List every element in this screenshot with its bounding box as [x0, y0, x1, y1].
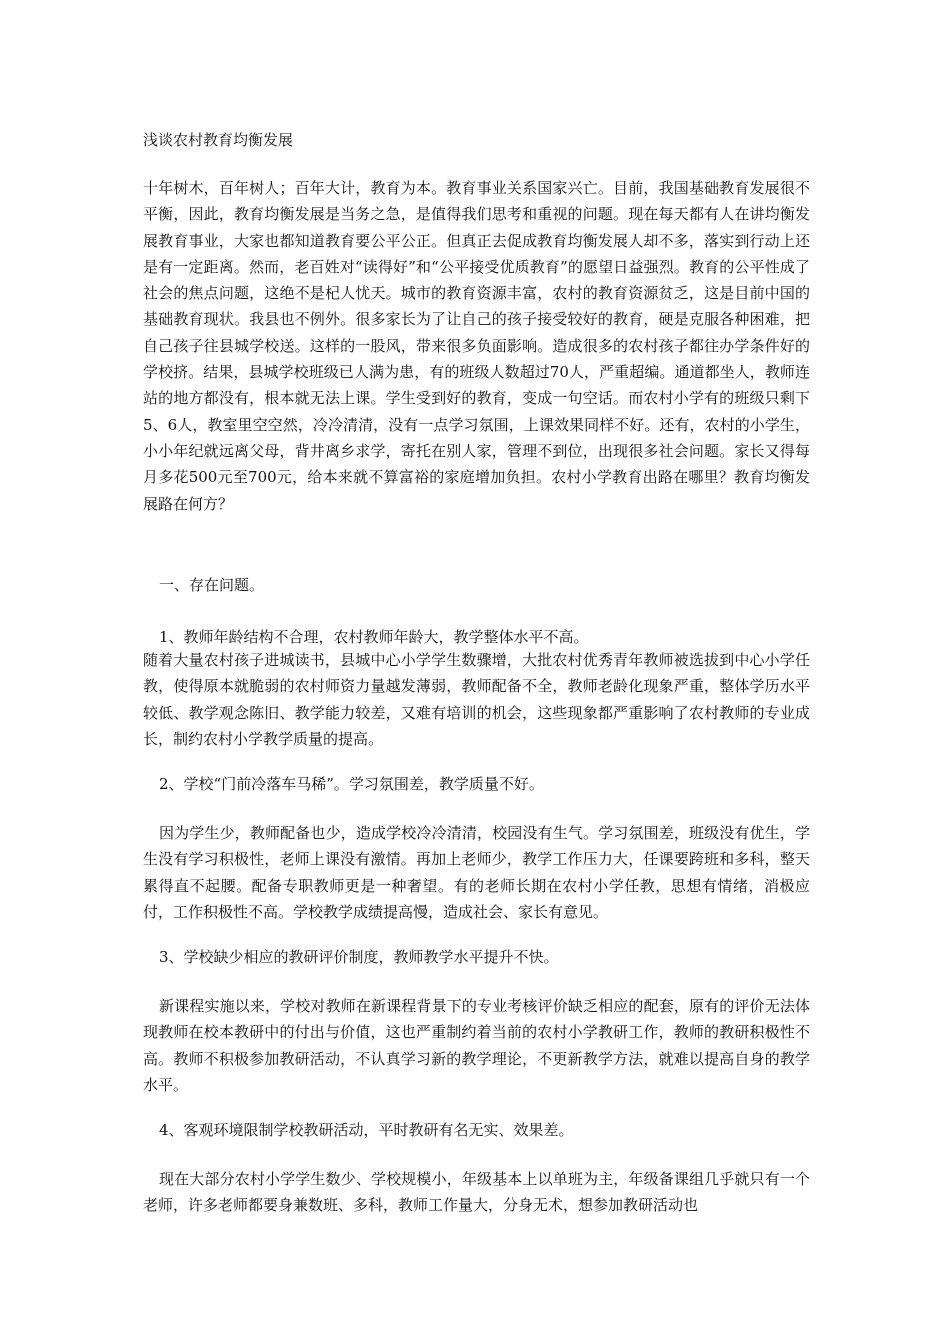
section-heading-problems: 一、存在问题。 [159, 576, 265, 594]
item4-heading: 4、客观环境限制学校教研活动，平时教研有名无实、效果差。 [159, 1121, 574, 1139]
item1-body: 随着大量农村孩子进城读书，县城中心小学学生数骤增，大批农村优秀青年教师被选拔到中心小学任教，使得原本就脆弱的农村师资力量越发薄弱，教师配备不全，教师老龄化现象严重，整体学历水平较低、教学观念陈旧、教学能力较差，又难有培训的机会，这些现象都严重影响了农村教师的专业成长，制约农村小学教学质量的提高。 [143, 651, 810, 748]
item3-heading: 3、学校缺少相应的教研评价制度，教师教学水平提升不快。 [159, 948, 559, 966]
item3-body: 新课程实施以来，学校对教师在新课程背景下的专业考核评价缺乏相应的配套，原有的评价无法体现教师在校本教研中的付出与价值，这也严重制约着当前的农村小学教研工作，教师的教研积极性不高。教师不积极参加教研活动，不认真学习新的教学理论，不更新教学方法，就难以提高自身的教学水平。 [143, 997, 810, 1094]
item1-heading: 1、教师年龄结构不合理，农村教师年龄大，教学整体水平不高。 [159, 628, 589, 646]
document-title: 浅谈农村教育均衡发展 [143, 131, 294, 149]
intro-paragraph: 十年树木，百年树人；百年大计，教育为本。教育事业关系国家兴亡。目前，我国基础教育发展很不平衡，因此，教育均衡发展是当务之急，是值得我们思考和重视的问题。现在每天都有人在讲均衡发展教育事业，大家也都知道教育要公平公正。但真正去促成教育均衡发展人却不多，落实到行动上还是有一定距离。然而，老百姓对“读得好”和“公平接受优质教育”的愿望日益强烈。教育的公平性成了社会的焦点问题，这绝不是杞人忧天。城市的教育资源丰富，农村的教育资源贫乏，这是目前中国的基础教育现状。我县也不例外。很多家长为了让自己的孩子接受较好的教育，硬是克服各种困难，把自己孩子往县城学校送。这样的一股风，带来很多负面影响。造成很多的农村孩子都往办学条件好的学校挤。结果，县城学校班级已人满为患，有的班级人数超过70人，严重超编。通道都坐人，教师连站的地方都没有，根本就无法上课。学生受到好的教育，变成一句空话。而农村小学有的班级只剩下5、6人，教室里空空然，冷冷清清，没有一点学习氛围，上课效果同样不好。还有，农村的小学生，小小年纪就远离父母，背井离乡求学，寄托在别人家，管理不到位，出现很多社会问题。家长又得每月多花500元至700元，给本来就不算富裕的家庭增加负担。农村小学教育出路在哪里？教育均衡发展路在何方？ [143, 179, 810, 513]
item2-body: 因为学生少，教师配备也少，造成学校冷冷清清，校园没有生气。学习氛围差，班级没有优生，学生没有学习积极性，老师上课没有激情。再加上老师少，教学工作压力大，任课要跨班和多科，整天累得直不起腰。配备专职教师更是一种奢望。有的老师长期在农村小学任教，思想有情绪，消极应付，工作积极性不高。学校教学成绩提高慢，造成社会、家长有意见。 [143, 824, 810, 921]
item2-heading: 2、学校“门前冷落车马稀”。学习氛围差，教学质量不好。 [159, 775, 544, 793]
item4-body: 现在大部分农村小学学生数少、学校规模小，年级基本上以单班为主，年级备课组几乎就只有一个老师，许多老师都要身兼数班、多科，教师工作量大，分身无术，想参加教研活动也 [143, 1170, 810, 1215]
